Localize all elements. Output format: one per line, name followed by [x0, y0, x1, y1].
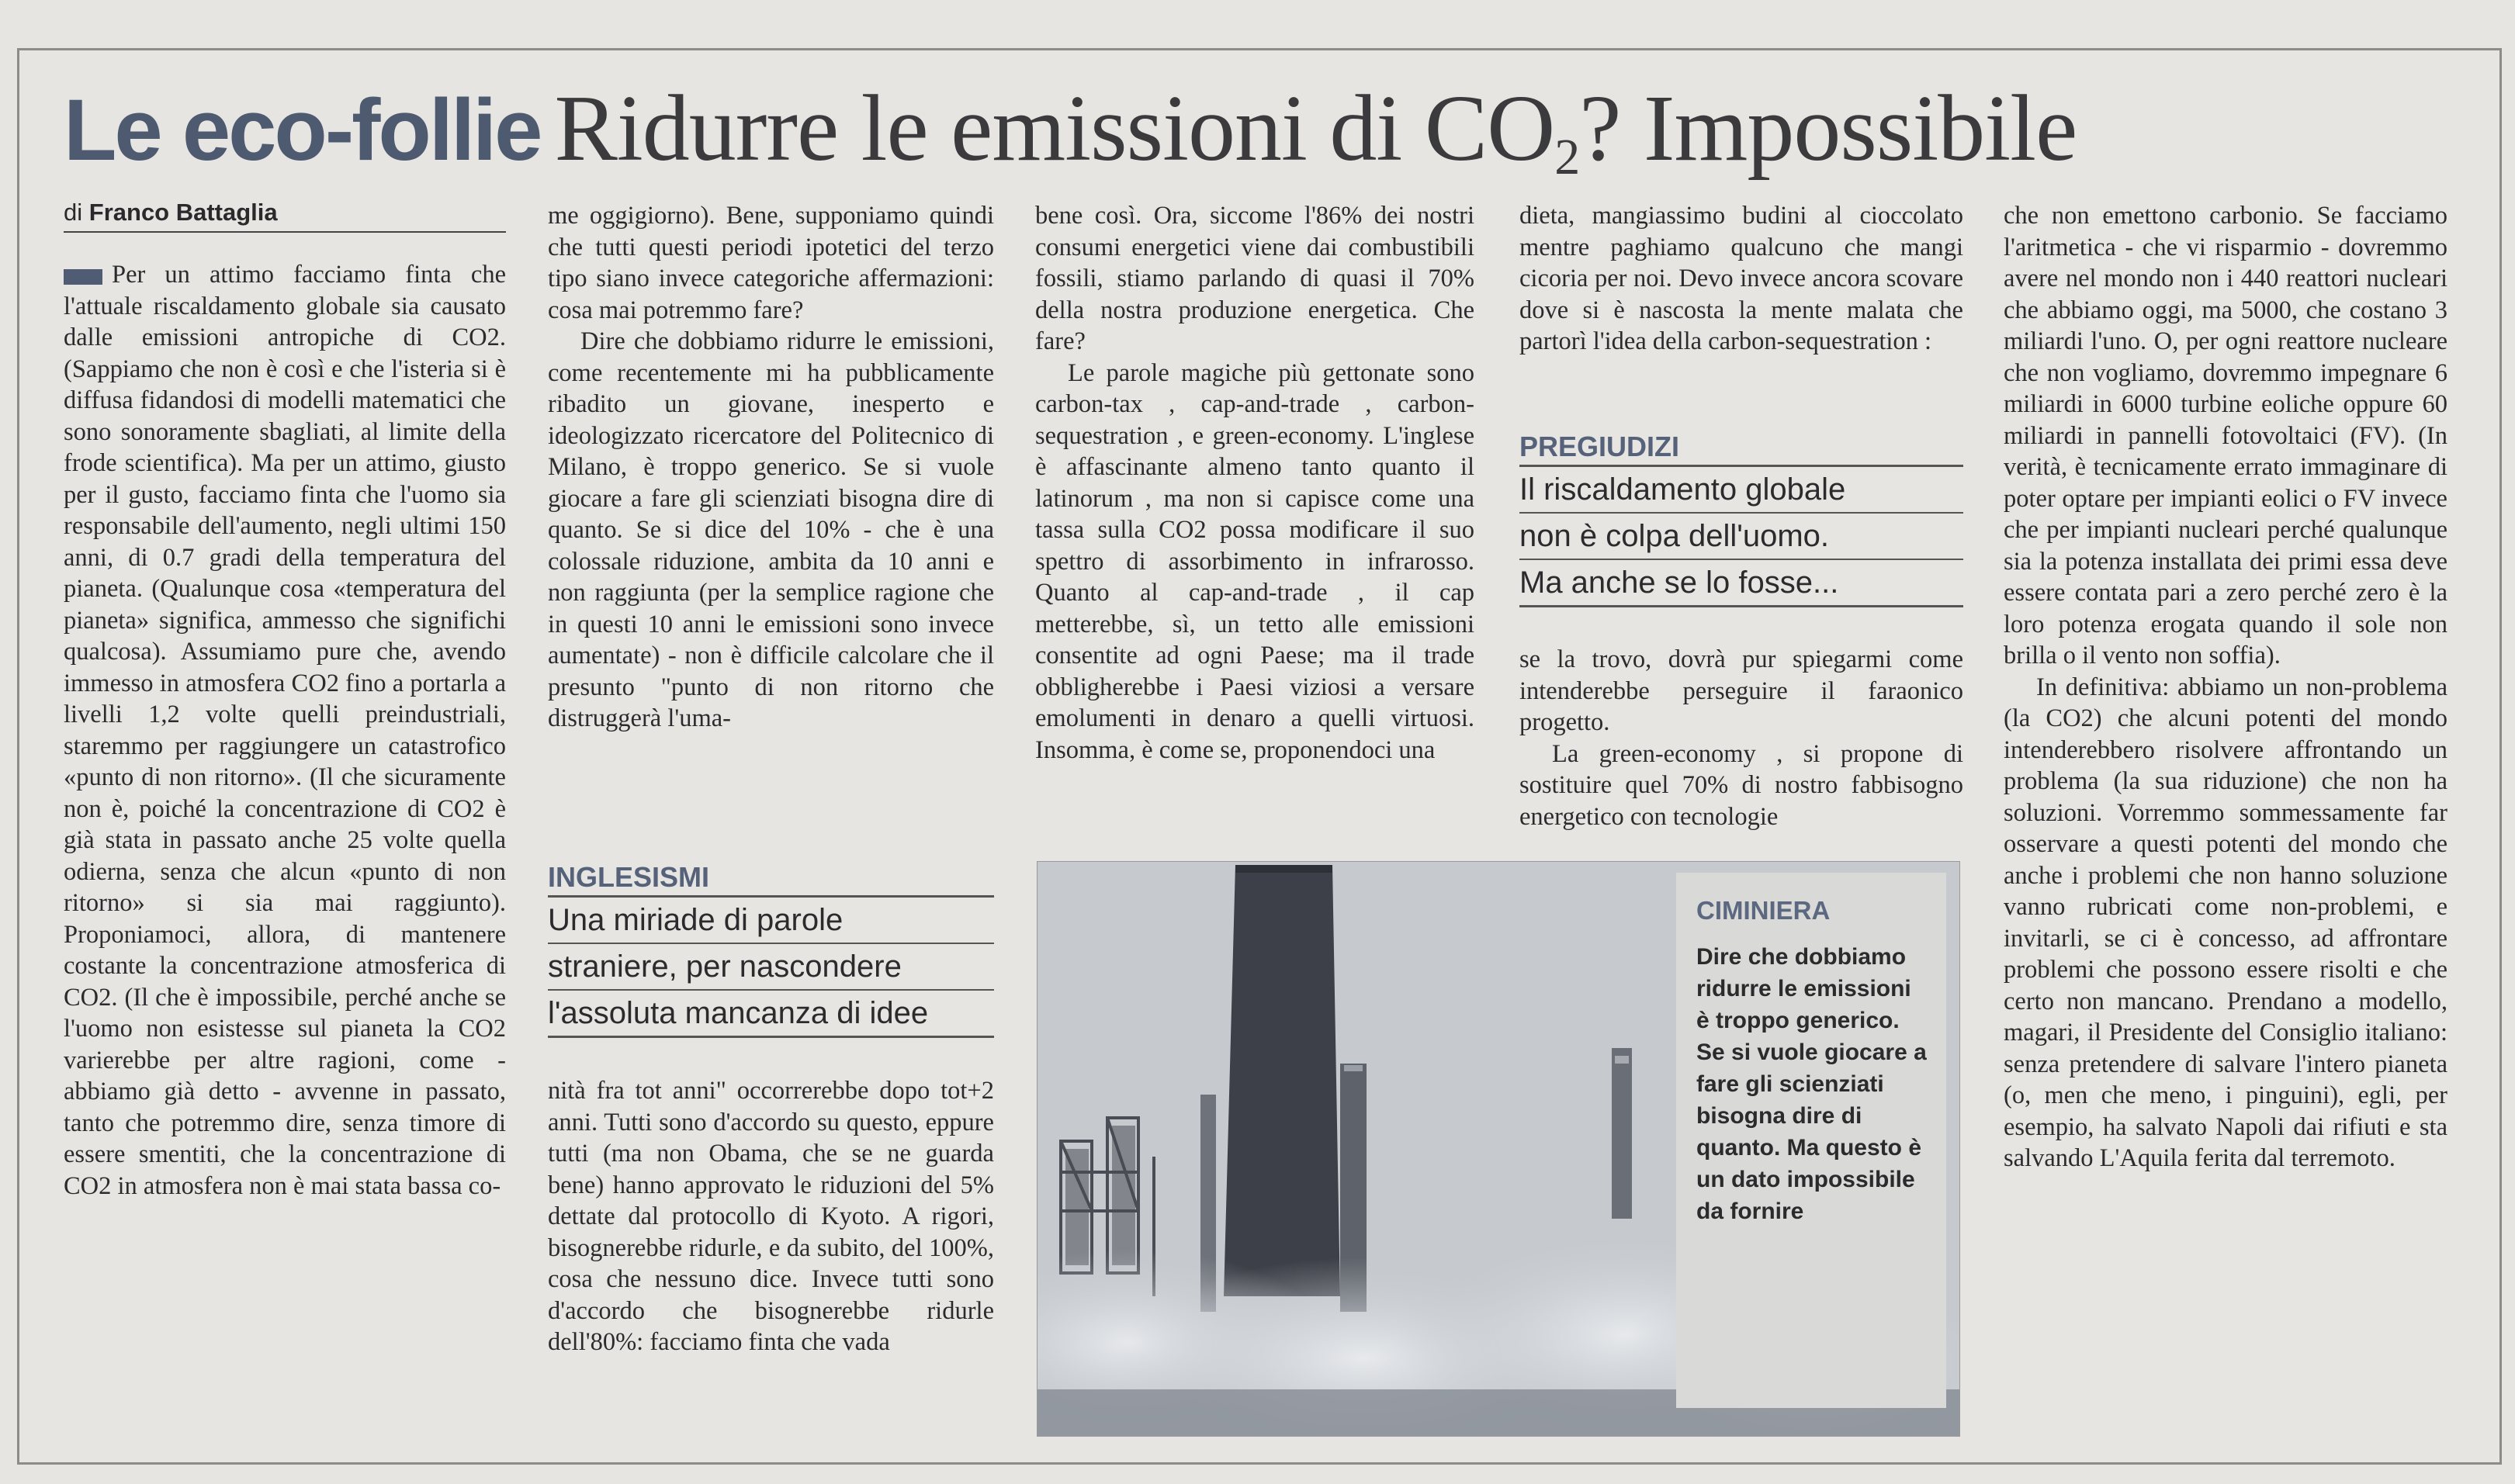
sidebar-tag: PREGIUDIZI: [1519, 431, 1680, 462]
sidebar-line: Il riscaldamento globale: [1519, 467, 1963, 514]
column-2-top: [548, 200, 994, 735]
sidebar-heading-inglesismi: [548, 861, 994, 1038]
paragraph: bene così. Ora, siccome l'86% dei nostri consumi energetici viene dai combustibili fossili, stiamo parlando di quasi il 70% della nostra produzione energetica. Che fare?: [1035, 202, 1474, 355]
sidebar-tag: INGLESISMI: [548, 861, 710, 893]
column-4-bottom: [1519, 644, 1963, 832]
sidebar-line: Ma anche se lo fosse...: [1519, 560, 1963, 607]
column-3: [1035, 200, 1474, 766]
paragraph: In definitiva: abbiamo un non-problema (la CO2) che alcuni potenti del mondo intenderebbero risolvere affrontando un problema (la sua riduzione) che non ha soluzioni. Vorremmo sommessamente far osservare a questi potenti del mondo che anche i problemi che non hanno soluzione vanno rubricati come non-problemi, e invitarli, se ci è concesso, ad affrontare problemi che possono essere risolti e che certo non mancano. Prendano a modello, magari, il Presidente del Consiglio italiano: senza pretendere di salvare l'intero pianeta (o, men che meno, i pinguini), egli, per esempio, ha salvato Napoli dai rifiuti e sta salvando L'Aquila ferita dal terremoto.: [2004, 673, 2447, 1172]
photo-caption: [1676, 873, 1946, 1408]
paragraph: nità fra tot anni" occorrerebbe dopo tot+2 anni. Tutti sono d'accordo su questo, eppure tutti (ma non Obama, che se ne guarda bene) hanno approvato le riduzioni del 5% dettate dal protocollo di Kyoto. A rigori, bisognerebbe ridurle, e da subito, del 100%, cosa che nessuno dice. Invece tutti sono d'accordo che bisognerebbe ridurle dell'80%: facciamo finta che vada: [548, 1077, 994, 1356]
caption-tag: CIMINIERA: [1696, 896, 1831, 925]
paragraph: me oggigiorno). Bene, supponiamo quindi che tutti questi periodi ipotetici del terzo tipo siano invece categoriche affermazioni: cosa mai potremmo fare?: [548, 202, 994, 324]
paragraph: Per un attimo facciamo finta che l'attuale riscaldamento globale sia causato dalle emissioni antropiche di CO2. (Sappiamo che non è così e che l'isteria si è diffusa fidandosi di modelli matematici che sono sonoramente sbagliati, al limite della frode scientifica). Ma per un attimo, giusto per il gusto, facciamo finta che l'uomo sia responsabile dell'aumento, negli ultimi 150 anni, di 0.7 gradi della temperatura del pianeta. (Qualunque cosa «temperatura del pianeta» significa, ammesso che significhi qualcosa). Assumiamo pure che, avendo immesso in atmosfera CO2 fino a portarla a livelli 1,2 volte quelli preindustriali, staremmo per raggiungere un catastrofico «punto di non ritorno». (Il che sicuramente non è, poiché la concentrazione di CO2 è già stata in passato anche 25 volte quella odierna, senza che alcun «punto di non ritorno» si sia mai raggiunto). Proponiamoci, allora, di mantenere costante la concentrazione atmosferica di CO2. (Il che è impossibile, perché anche se l'uomo non esistesse sul pianeta la CO2 varierebbe per altre ragioni, come - abbiamo già detto - avvenne in passato, tanto che potremmo dire, senza timore di essere smentiti, che la concentrazione di CO2 in atmosfera non è mai stata bassa co-: [64, 261, 506, 1200]
sidebar-line: straniere, per nascondere: [548, 944, 994, 991]
paragraph: dieta, mangiassimo budini al cioccolato mentre paghiamo qualcuno che mangi cicoria per noi. Devo invece ancora scovare dove si è nascosta la mente malata che partorì l'idea della carbon-sequestration :: [1519, 202, 1963, 355]
headline-kicker: Le eco-follie: [64, 81, 541, 178]
column-2-bottom: [548, 1075, 994, 1358]
sidebar-heading-pregiudizi: [1519, 431, 1963, 607]
paragraph: Le parole magiche più gettonate sono carbon-tax , cap-and-trade , carbon-sequestration , e green-economy. L'inglese è affascinante almeno tanto quanto il latinorum , ma non si capisce come una tassa sulla CO2 possa modificare il suo spettro di assorbimento in infrarosso. Quanto al cap-and-trade , il cap metterebbe, sì, un tetto alle emissioni consentite ad ogni Paese; ma il trade obbligherebbe i Paesi viziosi a versare emolumenti in denaro a quelli virtuosi. Insomma, è come se, proponendoci una: [1035, 358, 1474, 764]
headline-title: Ridurre le emissioni di $CO_2$? Impossibile: [554, 76, 2077, 185]
sidebar-line: Una miriade di parole: [548, 898, 994, 944]
sidebar-line: l'assoluta mancanza di idee: [548, 991, 994, 1038]
sidebar-line: non è colpa dell'uomo.: [1519, 514, 1963, 560]
column-5: [2004, 200, 2447, 1174]
paragraph: La green-economy , si propone di sostituire quel 70% di nostro fabbisogno energetico con tecnologie: [1519, 739, 1963, 831]
caption-text: Dire che dobbiamo ridurre le emissioni è troppo generico. Se si vuole giocare a fare gli scienziati bisogna dire di quanto. Ma questo è un dato impossibile da fornire: [1696, 944, 1927, 1224]
byline: [64, 199, 506, 233]
paragraph: che non emettono carbonio. Se facciamo l'aritmetica - che vi risparmio - dovremmo avere nel mondo non i 440 reattori nucleari che abbiamo oggi, ma 5000, che costano 3 miliardi l'uno. O, per ogni reattore nucleare che non vogliamo, dovremmo impegnare 6 miliardi in 6000 turbine eoliche oppure 60 miliardi in pannelli fotovoltaici (FV). (In verità, è tecnicamente errato immaginare di poter optare per impianti eolici o FV invece che per impianti nucleari perché qualunque sia la potenza installata dei primi essa deve essere contata pari a zero perché zero è la loro potenza erogata quando il sole non brilla o il vento non soffia).: [2004, 202, 2447, 669]
paragraph: Dire che dobbiamo ridurre le emissioni, come recentemente mi ha pubblicamente ribadito un giovane, inesperto e ideologizzato ricercatore del Politecnico di Milano, è troppo generico. Se si vuole giocare a fare gli scienziati bisogna dire di quanto. Se si dice del 10% - che è una colossale riduzione, ambita da 10 anni e non raggiunta (per la semplice ragione che in questi 10 anni le emissioni sono invece aumentate) - non è difficile calcolare che il presunto "punto di non ritorno che distruggerà l'uma-: [548, 327, 994, 732]
byline-prefix: di: [64, 199, 83, 226]
headline: [64, 74, 2077, 185]
byline-author: Franco Battaglia: [88, 199, 278, 226]
paragraph: se la trovo, dovrà pur spiegarmi come intenderebbe perseguire il faraonico progetto.: [1519, 645, 1963, 736]
lead-marker: [64, 269, 102, 285]
column-4-top: [1519, 200, 1963, 358]
column-1: [64, 259, 506, 1202]
